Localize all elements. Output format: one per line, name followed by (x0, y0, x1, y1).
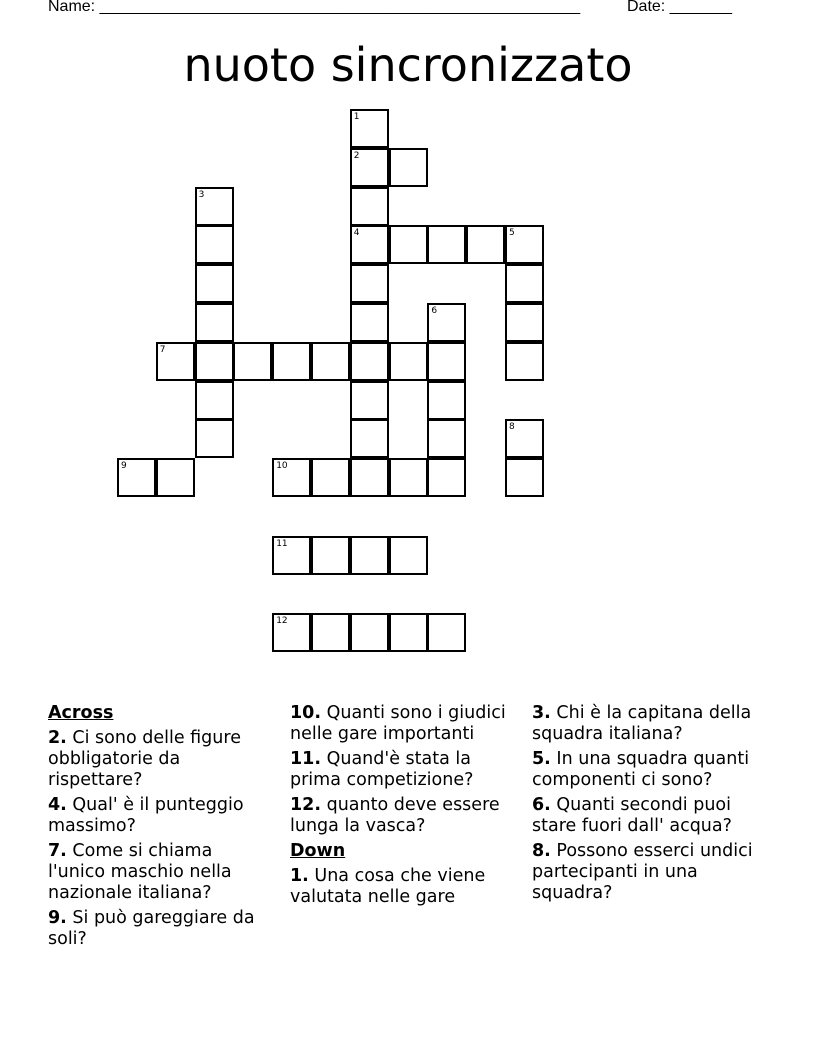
crossword-cell[interactable] (195, 303, 234, 342)
clue-number-label: 2 (353, 150, 360, 161)
clue-number: 7. (48, 841, 67, 861)
crossword-cell[interactable] (350, 225, 389, 264)
clue-number: 8. (532, 841, 551, 861)
clue-number-label: 9 (121, 461, 127, 472)
clue-number: 9. (48, 908, 67, 928)
crossword-cell[interactable] (350, 264, 389, 303)
clue-column-3 (532, 703, 767, 908)
crossword-cell[interactable] (427, 458, 466, 497)
crossword-cell[interactable] (195, 342, 234, 381)
clue-down-8 (532, 841, 767, 904)
crossword-cell[interactable] (350, 458, 389, 497)
crossword-cell[interactable] (117, 458, 156, 497)
clue-down-5 (532, 749, 767, 791)
clue-number-label: 3 (198, 189, 205, 200)
clue-number-label: 7 (159, 344, 166, 355)
crossword-cell[interactable] (505, 264, 544, 303)
clue-down-6 (532, 795, 767, 837)
crossword-cell[interactable] (272, 458, 311, 497)
clue-text: Quanti secondi puoi stare fuori dall' acqua? (532, 795, 732, 836)
clue-across-11 (290, 749, 515, 791)
crossword-cell[interactable] (311, 613, 350, 652)
across-heading: Across (48, 703, 114, 723)
clue-across-2 (48, 728, 273, 791)
crossword-cell[interactable] (505, 458, 544, 497)
clue-column-2 (290, 703, 515, 912)
clue-text: quanto deve essere lunga la vasca? (290, 795, 500, 836)
crossword-cell[interactable] (350, 109, 389, 148)
clue-number: 10. (290, 703, 322, 723)
crossword-cell[interactable] (311, 536, 350, 575)
clue-across-7 (48, 841, 273, 904)
crossword-cell[interactable] (350, 419, 389, 458)
clue-number-label: 11 (276, 538, 288, 549)
crossword-cell[interactable] (350, 342, 389, 381)
clue-text: Qual' è il punteggio massimo? (48, 795, 244, 836)
clue-number: 5. (532, 749, 551, 769)
clue-number-label: 4 (353, 228, 360, 239)
crossword-cell[interactable] (427, 419, 466, 458)
crossword-cell[interactable] (350, 381, 389, 420)
clue-across-12 (290, 795, 515, 837)
crossword-cell[interactable] (272, 342, 311, 381)
crossword-cell[interactable] (505, 303, 544, 342)
clue-number-label: 12 (276, 616, 288, 627)
crossword-cell[interactable] (311, 342, 350, 381)
clue-across-4 (48, 795, 273, 837)
clue-number: 6. (532, 795, 551, 815)
clue-number: 11. (290, 749, 322, 769)
clue-number-label: 8 (509, 422, 515, 433)
crossword-cell[interactable] (389, 225, 428, 264)
clue-number-label: 1 (353, 112, 360, 122)
name-field-label: Name: ______________________________________________________ (48, 0, 581, 15)
clue-text: Quand'è stata la prima competizione? (290, 749, 474, 790)
crossword-cell[interactable] (350, 536, 389, 575)
crossword-cell[interactable] (505, 342, 544, 381)
clue-number: 2. (48, 728, 67, 748)
crossword-cell[interactable] (350, 303, 389, 342)
crossword-cell[interactable] (195, 419, 234, 458)
clue-number: 3. (532, 703, 551, 723)
crossword-cell[interactable] (427, 342, 466, 381)
clue-number: 4. (48, 795, 67, 815)
clue-across-10 (290, 703, 515, 745)
clue-down-3 (532, 703, 767, 745)
crossword-cell[interactable] (156, 458, 195, 497)
crossword-cell[interactable] (389, 148, 428, 187)
clue-text: Una cosa che viene valutata nelle gare (290, 866, 486, 907)
clue-text: Quanti sono i giudici nelle gare importanti (290, 703, 506, 744)
crossword-cell[interactable] (389, 458, 428, 497)
crossword-cell[interactable] (389, 536, 428, 575)
crossword-cell[interactable] (350, 613, 389, 652)
crossword-cell[interactable] (350, 187, 389, 226)
crossword-cell[interactable] (389, 613, 428, 652)
crossword-cell[interactable] (427, 303, 466, 342)
crossword-cell[interactable] (311, 458, 350, 497)
clue-text: Come si chiama l'unico maschio nella nazionale italiana? (48, 841, 232, 903)
crossword-cell[interactable] (505, 419, 544, 458)
clue-text: Si può gareggiare da soli? (48, 908, 255, 949)
crossword-cell[interactable] (427, 381, 466, 420)
clue-number-label: 10 (276, 461, 288, 472)
crossword-cell[interactable] (195, 225, 234, 264)
crossword-cell[interactable] (389, 342, 428, 381)
clue-column-1 (48, 703, 273, 954)
crossword-cell[interactable] (233, 342, 272, 381)
crossword-cell[interactable] (195, 381, 234, 420)
crossword-cell[interactable] (505, 225, 544, 264)
clue-number-label: 5 (509, 228, 515, 239)
crossword-cell[interactable] (350, 148, 389, 187)
crossword-cell[interactable] (272, 613, 311, 652)
crossword-cell[interactable] (195, 264, 234, 303)
clue-text: In una squadra quanti componenti ci sono? (532, 749, 750, 790)
clue-number-label: 6 (431, 306, 438, 316)
page-title: nuoto sincronizzato (183, 38, 633, 92)
clue-across-9 (48, 908, 273, 950)
crossword-cell[interactable] (466, 225, 505, 264)
crossword-cell[interactable] (195, 187, 234, 226)
crossword-cell[interactable] (272, 536, 311, 575)
down-heading: Down (290, 841, 346, 861)
crossword-cell[interactable] (156, 342, 195, 381)
clue-text: Possono esserci undici partecipanti in una squadra? (532, 841, 753, 903)
clue-text: Ci sono delle figure obbligatorie da rispettare? (48, 728, 241, 790)
clue-down-1 (290, 866, 515, 908)
clue-number: 1. (290, 866, 309, 886)
date-field-label: Date: _______ (627, 0, 732, 15)
clue-number: 12. (290, 795, 322, 815)
clue-text: Chi è la capitana della squadra italiana? (532, 703, 752, 744)
crossword-cell[interactable] (427, 613, 466, 652)
crossword-cell[interactable] (427, 225, 466, 264)
